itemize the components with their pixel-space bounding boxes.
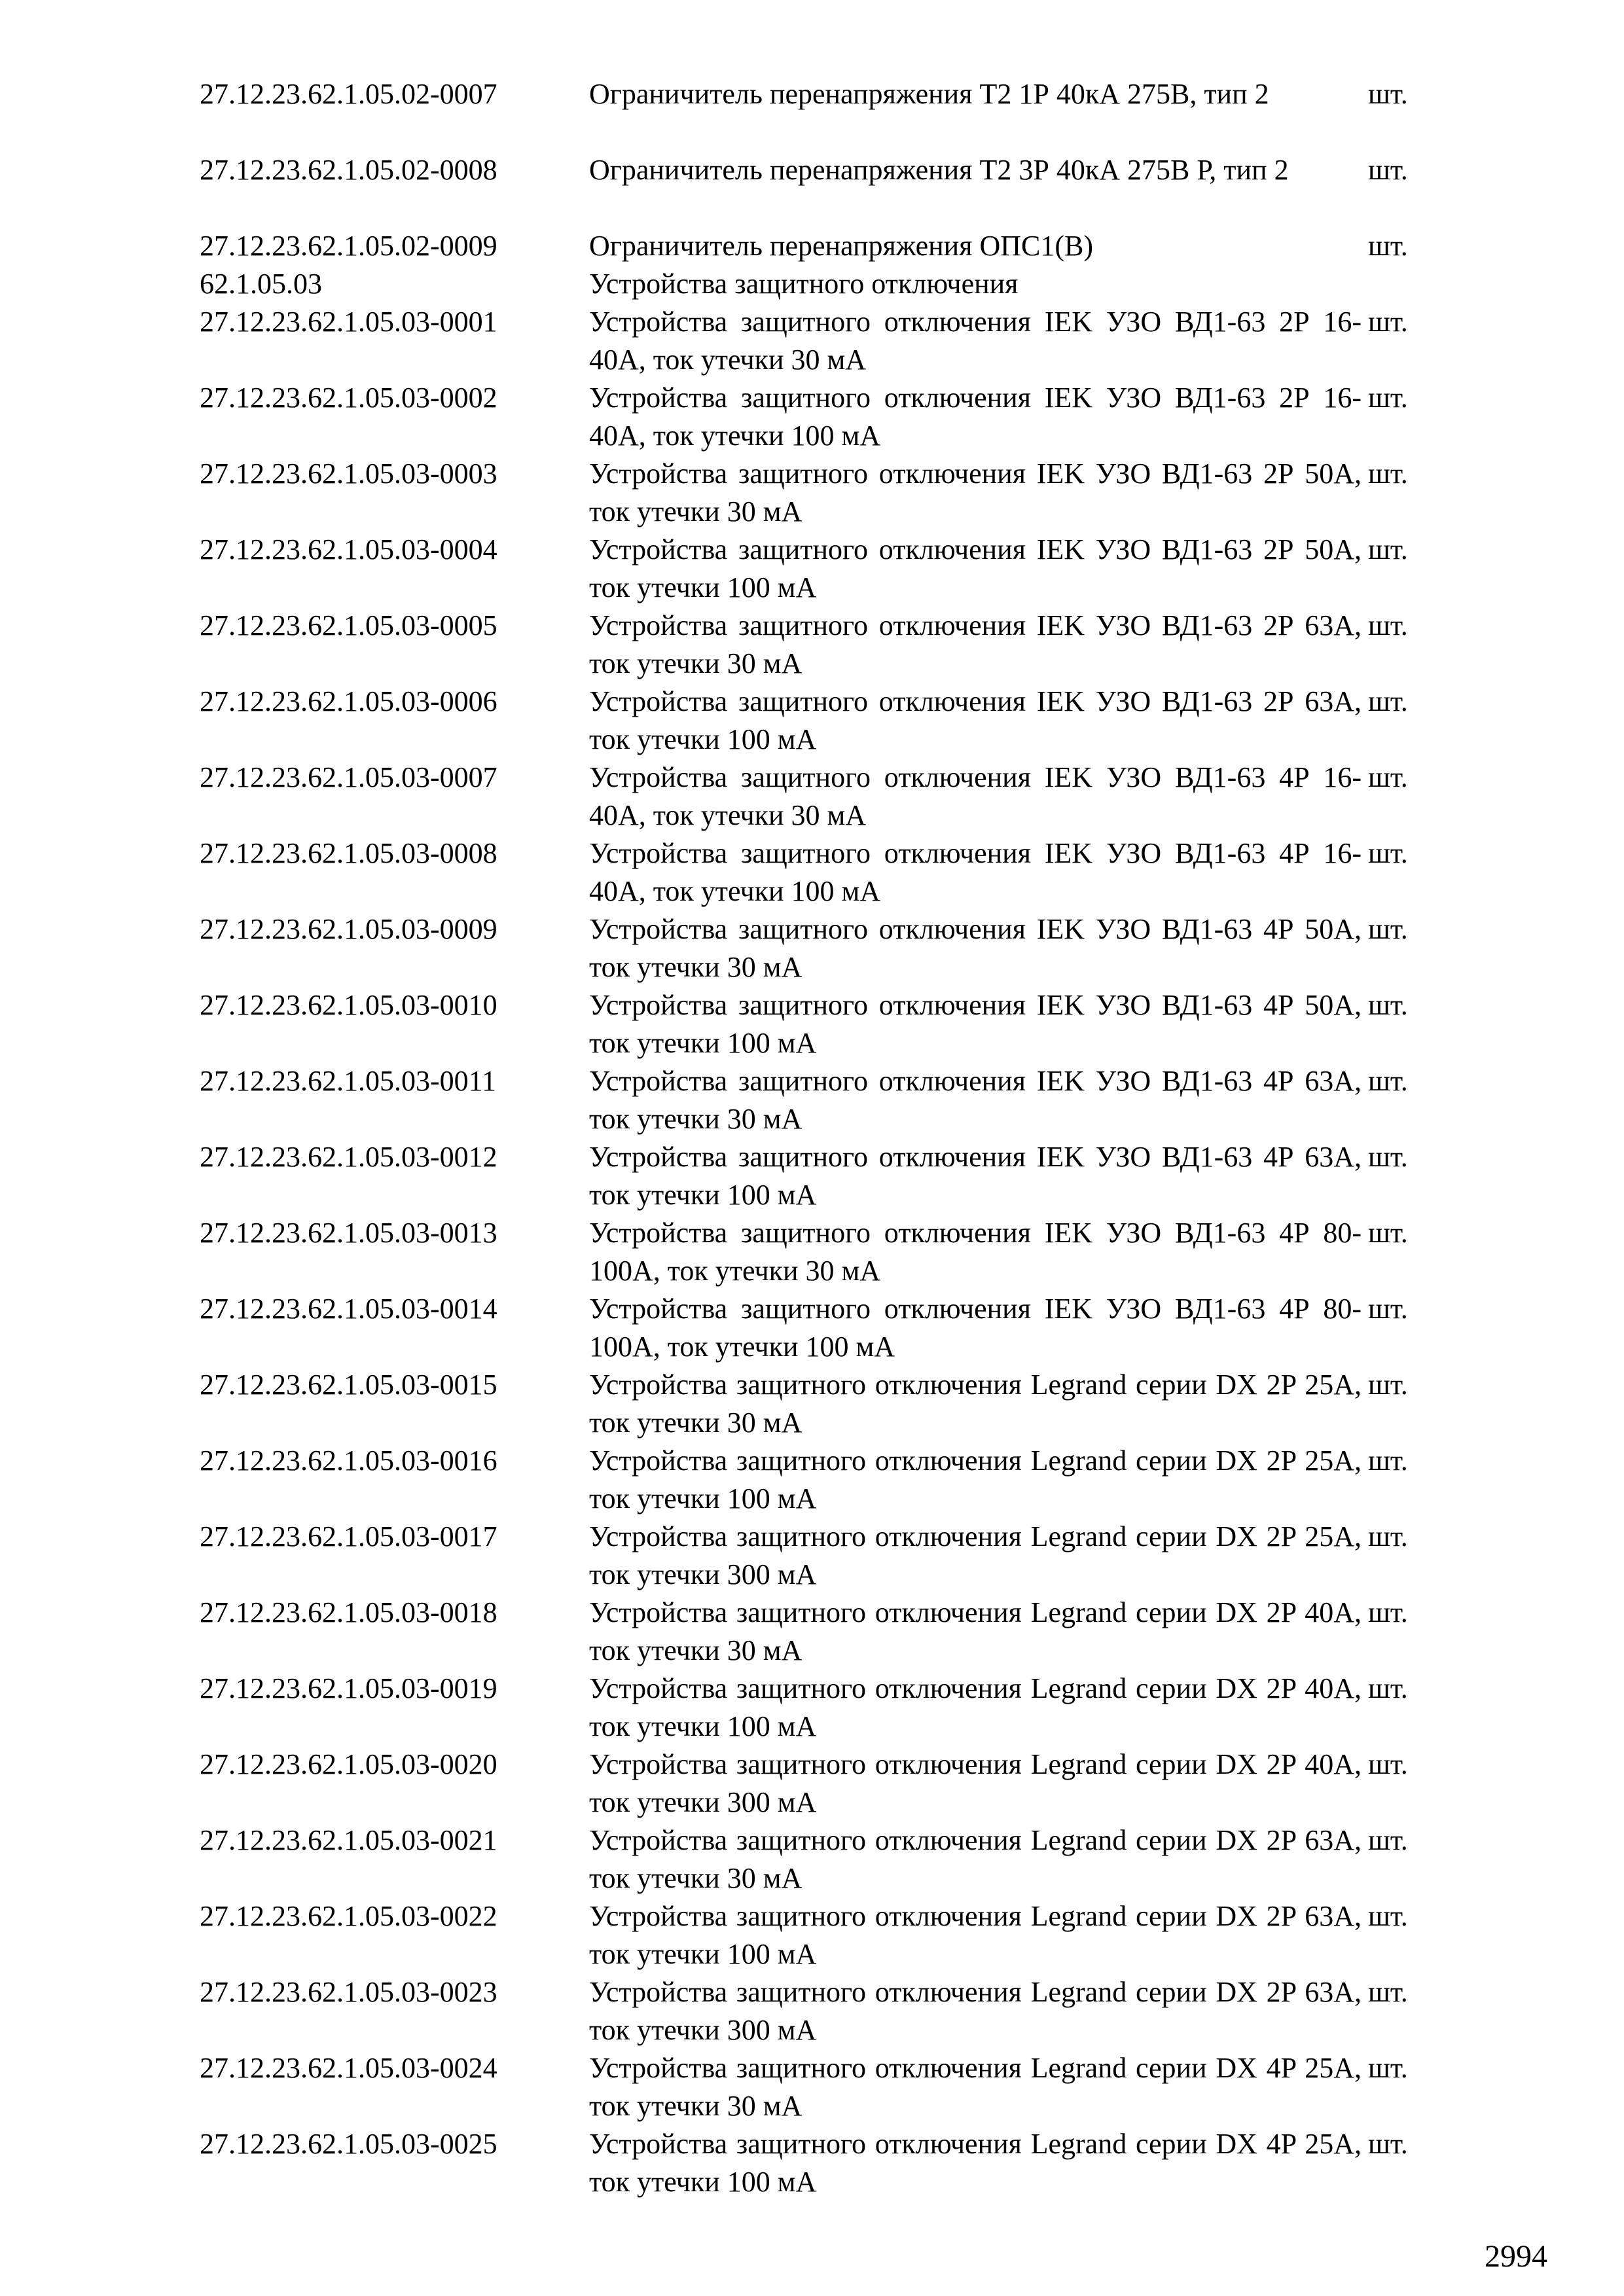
- table-row: [0, 1138, 1624, 1214]
- row-code: 27.12.23.62.1.05.03-0016: [200, 1444, 497, 1477]
- table-row: [0, 1973, 1624, 2049]
- table-row: [0, 2125, 1624, 2201]
- row-code: 27.12.23.62.1.05.03-0013: [200, 1217, 497, 1249]
- table-row: [0, 303, 1624, 379]
- row-description: Устройства защитного отключения IEK УЗО ВД1-63 2Р 63А, ток утечки 100 мА: [589, 685, 1362, 755]
- row-unit: шт.: [1368, 306, 1408, 338]
- row-code: 27.12.23.62.1.05.03-0015: [200, 1369, 497, 1401]
- row-unit: шт.: [1368, 382, 1408, 414]
- row-description: Устройства защитного отключения Legrand серии DX 2P 25A, ток утечки 300 мА: [589, 1520, 1362, 1590]
- table-row: [0, 1897, 1624, 1973]
- row-description: Устройства защитного отключения Legrand серии DX 2P 25A, ток утечки 30 мА: [589, 1369, 1362, 1439]
- catalog-table: [0, 75, 1624, 2201]
- row-unit: шт.: [1368, 837, 1408, 869]
- row-unit: шт.: [1368, 685, 1408, 717]
- table-row: [0, 986, 1624, 1062]
- table-row: [0, 683, 1624, 759]
- row-description: Устройства защитного отключения IEK УЗО ВД1-63 4Р 50А, ток утечки 30 мА: [589, 913, 1362, 983]
- row-description: Устройства защитного отключения Legrand серии DX 4P 25A, ток утечки 30 мА: [589, 2052, 1362, 2122]
- row-unit: шт.: [1368, 533, 1408, 565]
- table-row: [0, 759, 1624, 834]
- row-code: 27.12.23.62.1.05.02-0009: [200, 230, 497, 262]
- row-description: Устройства защитного отключения IEK УЗО ВД1-63 4Р 80-100А, ток утечки 30 мА: [589, 1217, 1362, 1287]
- row-unit: шт.: [1368, 1293, 1408, 1325]
- row-code: 27.12.23.62.1.05.03-0001: [200, 306, 497, 338]
- row-description: Устройства защитного отключения IEK УЗО ВД1-63 4Р 63А, ток утечки 30 мА: [589, 1065, 1362, 1135]
- table-row: [0, 227, 1624, 265]
- row-code: 27.12.23.62.1.05.03-0023: [200, 1976, 497, 2008]
- row-description: Ограничитель перенапряжения Т2 3Р 40кА 275В Р, тип 2: [589, 154, 1289, 186]
- row-code: 27.12.23.62.1.05.03-0004: [200, 533, 497, 565]
- row-unit: шт.: [1368, 1444, 1408, 1477]
- table-row: [0, 455, 1624, 531]
- page-number: 2994: [1485, 2239, 1547, 2274]
- row-unit: шт.: [1368, 609, 1408, 641]
- row-description: Устройства защитного отключения IEK УЗО ВД1-63 2Р 63А, ток утечки 30 мА: [589, 609, 1362, 679]
- row-code: 27.12.23.62.1.05.02-0007: [200, 78, 497, 110]
- table-row: [0, 1442, 1624, 1518]
- row-description: Устройства защитного отключения IEK УЗО ВД1-63 2Р 16-40А, ток утечки 100 мА: [589, 382, 1362, 452]
- row-unit: шт.: [1368, 1141, 1408, 1173]
- row-unit: шт.: [1368, 989, 1408, 1021]
- row-description: Устройства защитного отключения Legrand серии DX 2P 63A, ток утечки 100 мА: [589, 1900, 1362, 1970]
- row-code: 27.12.23.62.1.05.03-0025: [200, 2128, 497, 2160]
- section-code: 62.1.05.03: [200, 268, 322, 300]
- section-heading-row: [0, 265, 1624, 303]
- row-description: Ограничитель перенапряжения ОПС1(В): [589, 230, 1094, 262]
- row-unit: шт.: [1368, 457, 1408, 490]
- table-row: [0, 1366, 1624, 1442]
- table-row: [0, 1594, 1624, 1670]
- table-row: [0, 2049, 1624, 2125]
- table-row: [0, 607, 1624, 683]
- table-row: [0, 1746, 1624, 1821]
- table-row: [0, 834, 1624, 910]
- row-description: Устройства защитного отключения IEK УЗО ВД1-63 4Р 80-100А, ток утечки 100 мА: [589, 1293, 1362, 1363]
- row-description: Устройства защитного отключения Legrand серии DX 2P 63A, ток утечки 30 мА: [589, 1824, 1362, 1894]
- row-unit: шт.: [1368, 2128, 1408, 2160]
- row-code: 27.12.23.62.1.05.03-0002: [200, 382, 497, 414]
- row-unit: шт.: [1368, 154, 1408, 186]
- row-unit: шт.: [1368, 1520, 1408, 1552]
- row-unit: шт.: [1368, 1369, 1408, 1401]
- row-description: Устройства защитного отключения Legrand серии DX 4P 25A, ток утечки 100 мА: [589, 2128, 1362, 2198]
- row-description: Устройства защитного отключения IEK УЗО ВД1-63 2Р 50А, ток утечки 30 мА: [589, 457, 1362, 528]
- row-code: 27.12.23.62.1.05.03-0012: [200, 1141, 497, 1173]
- table-row: [0, 531, 1624, 607]
- row-code: 27.12.23.62.1.05.03-0022: [200, 1900, 497, 1932]
- row-unit: шт.: [1368, 78, 1408, 110]
- row-description: Устройства защитного отключения IEK УЗО ВД1-63 4Р 16-40А, ток утечки 30 мА: [589, 761, 1362, 831]
- row-code: 27.12.23.62.1.05.03-0021: [200, 1824, 497, 1856]
- row-description: Устройства защитного отключения IEK УЗО ВД1-63 4Р 50А, ток утечки 100 мА: [589, 989, 1362, 1059]
- row-code: 27.12.23.62.1.05.03-0006: [200, 685, 497, 717]
- row-code: 27.12.23.62.1.05.02-0008: [200, 154, 497, 186]
- row-unit: шт.: [1368, 1065, 1408, 1097]
- row-code: 27.12.23.62.1.05.03-0010: [200, 989, 497, 1021]
- row-code: 27.12.23.62.1.05.03-0005: [200, 609, 497, 641]
- table-row: [0, 75, 1624, 151]
- row-code: 27.12.23.62.1.05.03-0019: [200, 1672, 497, 1704]
- row-code: 27.12.23.62.1.05.03-0017: [200, 1520, 497, 1552]
- table-row: [0, 1290, 1624, 1366]
- row-unit: шт.: [1368, 1596, 1408, 1628]
- table-row: [0, 1214, 1624, 1290]
- row-unit: шт.: [1368, 913, 1408, 945]
- row-description: Устройства защитного отключения Legrand серии DX 2P 40A, ток утечки 300 мА: [589, 1748, 1362, 1818]
- row-description: Ограничитель перенапряжения Т2 1Р 40кА 275В, тип 2: [589, 78, 1269, 110]
- row-unit: шт.: [1368, 1217, 1408, 1249]
- row-unit: шт.: [1368, 1748, 1408, 1780]
- row-code: 27.12.23.62.1.05.03-0014: [200, 1293, 497, 1325]
- table-row: [0, 151, 1624, 227]
- row-unit: шт.: [1368, 1900, 1408, 1932]
- table-row: [0, 1670, 1624, 1746]
- table-row: [0, 1821, 1624, 1897]
- table-row: [0, 379, 1624, 455]
- row-unit: шт.: [1368, 1824, 1408, 1856]
- row-description: Устройства защитного отключения Legrand серии DX 2P 63A, ток утечки 300 мА: [589, 1976, 1362, 2046]
- table-row: [0, 1062, 1624, 1138]
- row-unit: шт.: [1368, 230, 1408, 262]
- row-description: Устройства защитного отключения IEK УЗО ВД1-63 2Р 16-40А, ток утечки 30 мА: [589, 306, 1362, 376]
- row-code: 27.12.23.62.1.05.03-0018: [200, 1596, 497, 1628]
- row-unit: шт.: [1368, 2052, 1408, 2084]
- row-code: 27.12.23.62.1.05.03-0008: [200, 837, 497, 869]
- row-description: Устройства защитного отключения IEK УЗО ВД1-63 4Р 63А, ток утечки 100 мА: [589, 1141, 1362, 1211]
- row-code: 27.12.23.62.1.05.03-0020: [200, 1748, 497, 1780]
- table-row: [0, 1518, 1624, 1594]
- row-code: 27.12.23.62.1.05.03-0003: [200, 457, 497, 490]
- row-unit: шт.: [1368, 761, 1408, 793]
- row-unit: шт.: [1368, 1976, 1408, 2008]
- row-description: Устройства защитного отключения Legrand серии DX 2P 40A, ток утечки 30 мА: [589, 1596, 1362, 1666]
- section-title: Устройства защитного отключения: [589, 268, 1019, 300]
- row-description: Устройства защитного отключения Legrand серии DX 2P 25A, ток утечки 100 мА: [589, 1444, 1362, 1515]
- row-code: 27.12.23.62.1.05.03-0024: [200, 2052, 497, 2084]
- row-code: 27.12.23.62.1.05.03-0007: [200, 761, 497, 793]
- row-code: 27.12.23.62.1.05.03-0011: [200, 1065, 497, 1097]
- row-code: 27.12.23.62.1.05.03-0009: [200, 913, 497, 945]
- row-description: Устройства защитного отключения IEK УЗО ВД1-63 2Р 50А, ток утечки 100 мА: [589, 533, 1362, 603]
- row-description: Устройства защитного отключения Legrand серии DX 2P 40A, ток утечки 100 мА: [589, 1672, 1362, 1742]
- row-description: Устройства защитного отключения IEK УЗО ВД1-63 4Р 16-40А, ток утечки 100 мА: [589, 837, 1362, 907]
- row-unit: шт.: [1368, 1672, 1408, 1704]
- table-row: [0, 910, 1624, 986]
